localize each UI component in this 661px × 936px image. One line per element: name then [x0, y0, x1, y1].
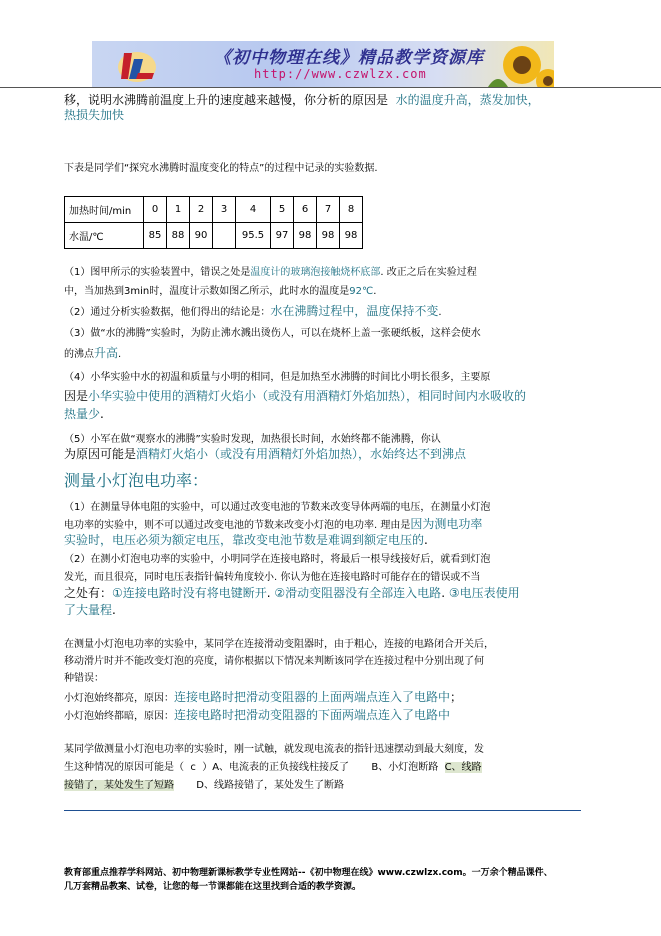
answer: 实验时，电压必须为额定电压，靠改变电池节数是难调到额定电压的	[64, 533, 425, 547]
section-q1-line-2: 电功率的实验中，则不可以通过改变电池的节数来改变小灯泡的电功率. 理由是因为测电功率	[64, 517, 483, 531]
question-4-line-2: 因是小华实验中使用的酒精灯火焰小（或没有用酒精灯外焰加热），相同时间内水吸收的	[64, 389, 527, 403]
header-banner	[92, 41, 554, 87]
banner-url[interactable]: http://www.czwlzx.com	[254, 67, 427, 81]
bottom-divider	[64, 810, 581, 811]
answer: 了大量程	[64, 603, 113, 617]
answer: 连接电路时把滑动变阻器的上面两端点连入了电路中	[174, 690, 451, 704]
answer: 小华实验中使用的酒精灯火焰小（或没有用酒精灯外焰加热），相同时间内水吸收的	[88, 389, 527, 403]
question-5-line-1: （5）小军在做“观察水的沸腾”实验时发现，加热很长时间，水始终都不能沸腾，你认	[64, 434, 441, 445]
section-q4-line-2: 生这种情况的原因可能是（ c ）A、电流表的正负接线柱接反了 B、小灯泡断路 C、线路	[64, 762, 482, 773]
answer: ②滑动变阻器没有全部连入电路	[274, 586, 442, 600]
section-q1-line-3: 实验时，电压必须为额定电压，靠改变电池节数是难调到额定电压的.	[64, 533, 428, 547]
sunflower-icon	[488, 41, 554, 87]
question-1-line-1: （1）图甲所示的实验装置中，错误之处是温度计的玻璃泡接触烧杯底部. 改正之后在实验过程	[64, 267, 477, 278]
highlighted-option: C、线路	[444, 762, 482, 773]
footer-line-2: 几万套精品教案、试卷，让您的每一节课都能在这里找到合适的教学资源。	[64, 882, 362, 892]
section-q3-line-2: 移动滑片时并不能改变灯泡的亮度，请你根据以下情况来判断该同学在连接过程中分别出现了何	[64, 656, 484, 667]
answer: 连接电路时把滑动变阻器的下面两端点连入了电路中	[174, 708, 451, 722]
section-q3-line-5: 小灯泡始终都暗，原因：连接电路时把滑动变阻器的下面两端点连入了电路中	[64, 708, 451, 722]
answer: 升高	[94, 346, 119, 360]
answer: 因为测电功率	[410, 517, 483, 531]
header-divider	[0, 87, 661, 88]
answer-continued: 热损失加快	[64, 108, 125, 122]
section-q4-line-3: 接错了，某处发生了短路 D、线路接错了，某处发生了断路	[64, 780, 344, 791]
section-q3-line-1: 在测量小灯泡电功率的实验中，某同学在连接滑动变阻器时，由于粗心，连接的电路闭合开关后，	[64, 639, 494, 650]
section-q2-line-2: 发光，而且很亮，同时电压表指针偏转角度较小. 你认为他在连接电路时可能存在的错误或不当	[64, 572, 481, 583]
question-3-line-2: 的沸点升高.	[64, 346, 122, 360]
highlighted-option: 接错了，某处发生了短路	[64, 780, 174, 791]
answer: ③电压表使用	[448, 586, 520, 600]
question-5-line-2: 为原因可能是酒精灯火焰小（或没有用酒精灯外焰加热），水始终达不到沸点	[64, 447, 467, 461]
answer: 水在沸腾过程中，温度保持不变	[270, 304, 439, 318]
banner-title: 《初中物理在线》精品教学资源库	[214, 48, 484, 68]
data-table	[64, 196, 363, 249]
section-q3-line-4: 小灯泡始终都亮，原因：连接电路时把滑动变阻器的上面两端点连入了电路中；	[64, 690, 463, 704]
question-1-line-2: 中，当加热到3min时，温度计示数如图乙所示，此时水的温度是92℃.	[64, 286, 377, 297]
question-3-line-1: （3）做“水的沸腾”实验时，为防止沸水溅出烫伤人，可以在烧杯上盖一张硬纸板，这样会使水	[64, 328, 481, 339]
section-q2-line-3: 之处有：①连接电路时没有将电键断开. ②滑动变阻器没有全部连入电路. ③电压表使用	[64, 586, 520, 600]
question-2: （2）通过分析实验数据，他们得出的结论是：水在沸腾过程中，温度保持不变.	[64, 304, 442, 318]
answer: 温度计的玻璃泡接触烧杯底部	[250, 267, 381, 278]
section-q1-line-1: （1）在测量导体电阻的实验中，可以通过改变电池的节数来改变导体两端的电压，在测量小灯泡	[64, 502, 491, 513]
table-intro: 下表是同学们“探究水沸腾时温度变化的特点”的过程中记录的实验数据.	[64, 163, 378, 174]
section-q3-line-3: 种错误：	[64, 673, 104, 684]
section-q4-line-1: 某同学做测量小灯泡电功率的实验时，刚一试触，就发现电流表的指针迅速摆动到最大刻度，发	[64, 744, 484, 755]
table-row: 加热时间/min 0 1 2 3 4 5 6 7 8	[65, 197, 363, 223]
answer: 热量少	[64, 407, 101, 421]
section-title: 测量小灯泡电功率：	[64, 471, 209, 490]
answer: 92℃	[349, 286, 374, 297]
table-row: 水温/℃ 85 88 90 95.5 97 98 98 98	[65, 223, 363, 249]
section-q2-line-1: （2）在测小灯泡电功率的实验中，小明同学在连接电路时，将最后一根导线接好后，就看到灯泡	[64, 554, 491, 565]
answer: 酒精灯火焰小（或没有用酒精灯外焰加热），水始终达不到沸点	[136, 447, 467, 461]
question-4-line-1: （4）小华实验中水的初温和质量与小明的相同，但是加热至水沸腾的时间比小明长很多，主要原	[64, 372, 491, 383]
answer: 水的温度升高，蒸发加快，	[395, 93, 540, 107]
section-q2-line-4: 了大量程.	[64, 603, 116, 617]
paragraph-evaporation: 移，说明水沸腾前温度上升的速度越来越慢，你分析的原因是 水的温度升高，蒸发加快，	[64, 93, 540, 107]
answer: ①连接电路时没有将电键断开	[112, 586, 267, 600]
answer: c	[190, 762, 196, 773]
logo-icon	[116, 45, 158, 85]
question-4-line-3: 热量少.	[64, 407, 104, 421]
footer-line-1: 教育部重点推荐学科网站、初中物理新课标教学专业性网站--《初中物理在线》www.czwlzx.com。一万余个精品课件、	[64, 868, 553, 878]
